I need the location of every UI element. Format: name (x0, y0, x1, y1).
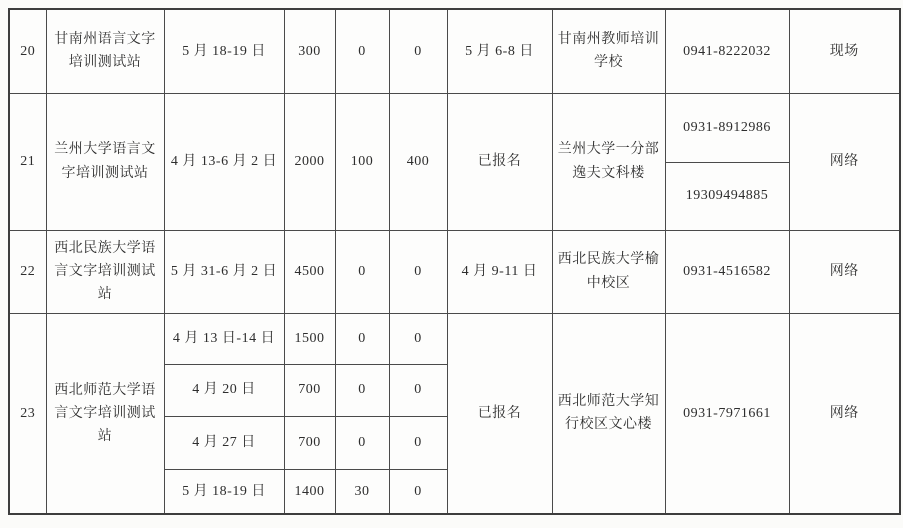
table-row-23-session-1 (9, 313, 900, 364)
cell-address: 西北师范大学知行校区文心楼 (552, 313, 665, 514)
cell-quota: 1500 (284, 313, 335, 364)
cell-value-2: 400 (389, 93, 447, 230)
cell-method: 网络 (789, 230, 900, 313)
cell-status: 已报名 (447, 313, 552, 514)
cell-value-1: 0 (335, 9, 389, 93)
cell-quota: 700 (284, 364, 335, 416)
cell-row-number: 20 (9, 9, 46, 93)
cell-address: 西北民族大学榆中校区 (552, 230, 665, 313)
cell-train-date: 4 月 27 日 (164, 416, 284, 469)
cell-value-2: 0 (389, 364, 447, 416)
cell-value-2: 0 (389, 469, 447, 514)
cell-station-name: 西北师范大学语言文字培训测试站 (46, 313, 164, 514)
cell-value-2: 0 (389, 416, 447, 469)
cell-phone: 0931-7971661 (665, 313, 789, 514)
cell-value-1: 0 (335, 313, 389, 364)
cell-value-2: 0 (389, 230, 447, 313)
cell-train-date: 4 月 13 日-14 日 (164, 313, 284, 364)
cell-station-name: 甘南州语言文字培训测试站 (46, 9, 164, 93)
cell-quota: 4500 (284, 230, 335, 313)
cell-method: 网络 (789, 93, 900, 230)
cell-address: 兰州大学一分部逸夫文科楼 (552, 93, 665, 230)
cell-value-2: 0 (389, 9, 447, 93)
table-row-21 (9, 93, 900, 162)
cell-train-date: 5 月 31-6 月 2 日 (164, 230, 284, 313)
test-stations-table (8, 8, 901, 515)
table-row-22 (9, 230, 900, 313)
cell-quota: 2000 (284, 93, 335, 230)
cell-value-1: 0 (335, 364, 389, 416)
cell-quota: 700 (284, 416, 335, 469)
table-row-20 (9, 9, 900, 93)
cell-value-1: 0 (335, 230, 389, 313)
cell-train-date: 5 月 18-19 日 (164, 9, 284, 93)
cell-method: 现场 (789, 9, 900, 93)
cell-train-date: 4 月 13-6 月 2 日 (164, 93, 284, 230)
cell-phone: 0941-8222032 (665, 9, 789, 93)
cell-status: 5 月 6-8 日 (447, 9, 552, 93)
cell-quota: 300 (284, 9, 335, 93)
cell-train-date: 5 月 18-19 日 (164, 469, 284, 514)
cell-quota: 1400 (284, 469, 335, 514)
cell-phone: 0931-4516582 (665, 230, 789, 313)
cell-station-name: 兰州大学语言文字培训测试站 (46, 93, 164, 230)
cell-station-name: 西北民族大学语言文字培训测试站 (46, 230, 164, 313)
cell-value-1: 30 (335, 469, 389, 514)
cell-train-date: 4 月 20 日 (164, 364, 284, 416)
cell-phone-secondary: 19309494885 (665, 162, 789, 230)
cell-phone-primary: 0931-8912986 (665, 93, 789, 162)
cell-method: 网络 (789, 313, 900, 514)
cell-status: 4 月 9-11 日 (447, 230, 552, 313)
cell-value-2: 0 (389, 313, 447, 364)
cell-status: 已报名 (447, 93, 552, 230)
cell-row-number: 22 (9, 230, 46, 313)
cell-value-1: 100 (335, 93, 389, 230)
cell-address: 甘南州教师培训学校 (552, 9, 665, 93)
cell-row-number: 21 (9, 93, 46, 230)
cell-row-number: 23 (9, 313, 46, 514)
cell-value-1: 0 (335, 416, 389, 469)
